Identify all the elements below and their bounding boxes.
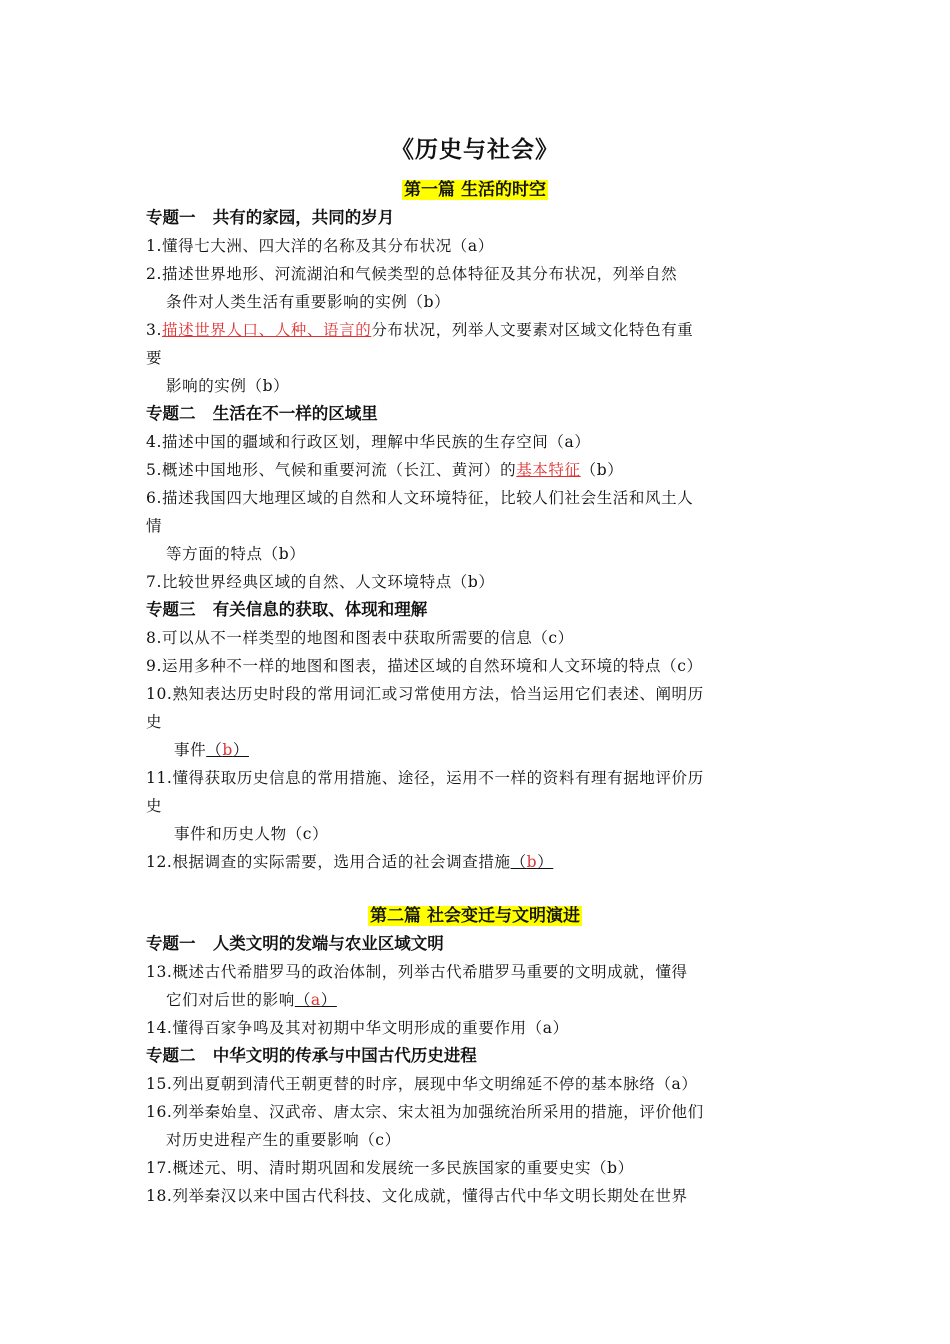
item-12-grade	[511, 853, 554, 871]
part1-topic3: 专题三 有关信息的获取、体现和理解	[146, 600, 428, 619]
part2-topic2: 专题二 中华文明的传承与中国古代历史进程	[146, 1046, 477, 1065]
part1-heading	[0, 177, 950, 203]
item-15: 15.列出夏朝到清代王朝更替的时序，展现中华文明绵延不停的基本脉络（a）	[146, 1075, 698, 1093]
item-3-line1	[146, 317, 693, 343]
item-16-line2: 对历史进程产生的重要影响（c）	[166, 1131, 401, 1149]
item-18-line1: 18.列举秦汉以来中国古代科技、文化成就，懂得古代中华文明长期处在世界	[146, 1187, 688, 1205]
item-10-wrap: 史	[146, 713, 163, 731]
grade-open: （	[206, 741, 223, 759]
item-6-line1: 6.描述我国四大地理区域的自然和人文环境特征，比较人们社会生活和风土人	[146, 489, 694, 507]
grade-letter: b	[222, 741, 233, 759]
item-3-highlight: 描述世界人口、人种、语言的	[162, 321, 372, 339]
item-11-wrap: 史	[146, 797, 163, 815]
part2-heading	[0, 903, 950, 929]
item-3-rest: 分布状况，列举人文要素对区域文化特色有重	[371, 321, 694, 339]
item-10-grade	[206, 741, 249, 759]
item-9: 9.运用多种不一样的地图和图表，描述区域的自然环境和人文环境的特点（c）	[146, 657, 703, 675]
item-12	[146, 849, 553, 875]
item-5-post: （b）	[580, 461, 624, 479]
part1-topic1: 专题一 共有的家园，共同的岁月	[146, 208, 395, 227]
item-7: 7.比较世界经典区域的自然、人文环境特点（b）	[146, 573, 495, 591]
item-3-number: 3.	[146, 321, 162, 339]
item-16-line1: 16.列举秦始皇、汉武帝、唐太宗、宋太祖为加强统治所采用的措施，评价他们	[146, 1103, 704, 1121]
item-2-line2: 条件对人类生活有重要影响的实例（b）	[166, 293, 451, 311]
item-3-line2: 影响的实例（b）	[166, 377, 290, 395]
item-11-line1: 11.懂得获取历史信息的常用措施、途径，运用不一样的资料有理有据地评价历	[146, 769, 704, 787]
item-10-pre: 事件	[174, 741, 207, 759]
item-5-highlight: 基本特征	[516, 461, 581, 479]
grade-close: ）	[537, 853, 554, 871]
item-13-line1: 13.概述古代希腊罗马的政治体制，列举古代希腊罗马重要的文明成就，懂得	[146, 963, 688, 981]
part2-topic1: 专题一 人类文明的发端与农业区域文明	[146, 934, 444, 953]
item-5-pre: 5.概述中国地形、气候和重要河流（长江、黄河）的	[146, 461, 517, 479]
part1-heading-text: 第一篇 生活的时空	[404, 180, 546, 200]
item-12-pre: 12.根据调查的实际需要，选用合适的社会调查措施	[146, 853, 511, 871]
item-2-line1: 2.描述世界地形、河流湖泊和气候类型的总体特征及其分布状况，列举自然	[146, 265, 678, 283]
item-13-pre: 它们对后世的影响	[166, 991, 295, 1009]
grade-close: ）	[232, 741, 249, 759]
item-13-line2	[166, 987, 337, 1013]
item-4: 4.描述中国的疆域和行政区划，理解中华民族的生存空间（a）	[146, 433, 591, 451]
item-14: 14.懂得百家争鸣及其对初期中华文明形成的重要作用（a）	[146, 1019, 569, 1037]
item-6-line2: 等方面的特点（b）	[166, 545, 306, 563]
item-17: 17.概述元、明、清时期巩固和发展统一多民族国家的重要史实（b）	[146, 1159, 634, 1177]
item-11-line2: 事件和历史人物（c）	[174, 825, 329, 843]
item-6-wrap: 情	[146, 517, 163, 535]
grade-open: （	[510, 853, 527, 871]
grade-letter: b	[526, 853, 538, 871]
grade-letter: a	[310, 991, 321, 1009]
item-8: 8.可以从不一样类型的地图和图表中获取所需要的信息（c）	[146, 629, 574, 647]
item-5	[146, 457, 623, 483]
grade-open: （	[294, 991, 311, 1009]
item-1: 1.懂得七大洲、四大洋的名称及其分布状况（a）	[146, 237, 494, 255]
grade-close: ）	[320, 991, 337, 1009]
item-10-line2	[174, 737, 249, 763]
item-10-line1: 10.熟知表达历史时段的常用词汇或习常使用方法，恰当运用它们表述、阐明历	[146, 685, 704, 703]
part2-heading-text: 第二篇 社会变迁与文明演进	[370, 906, 580, 926]
item-3-wrap: 要	[146, 349, 163, 367]
document-title: 《历史与社会》	[391, 137, 559, 163]
part1-topic2: 专题二 生活在不一样的区域里	[146, 404, 378, 423]
item-13-grade	[295, 991, 337, 1009]
